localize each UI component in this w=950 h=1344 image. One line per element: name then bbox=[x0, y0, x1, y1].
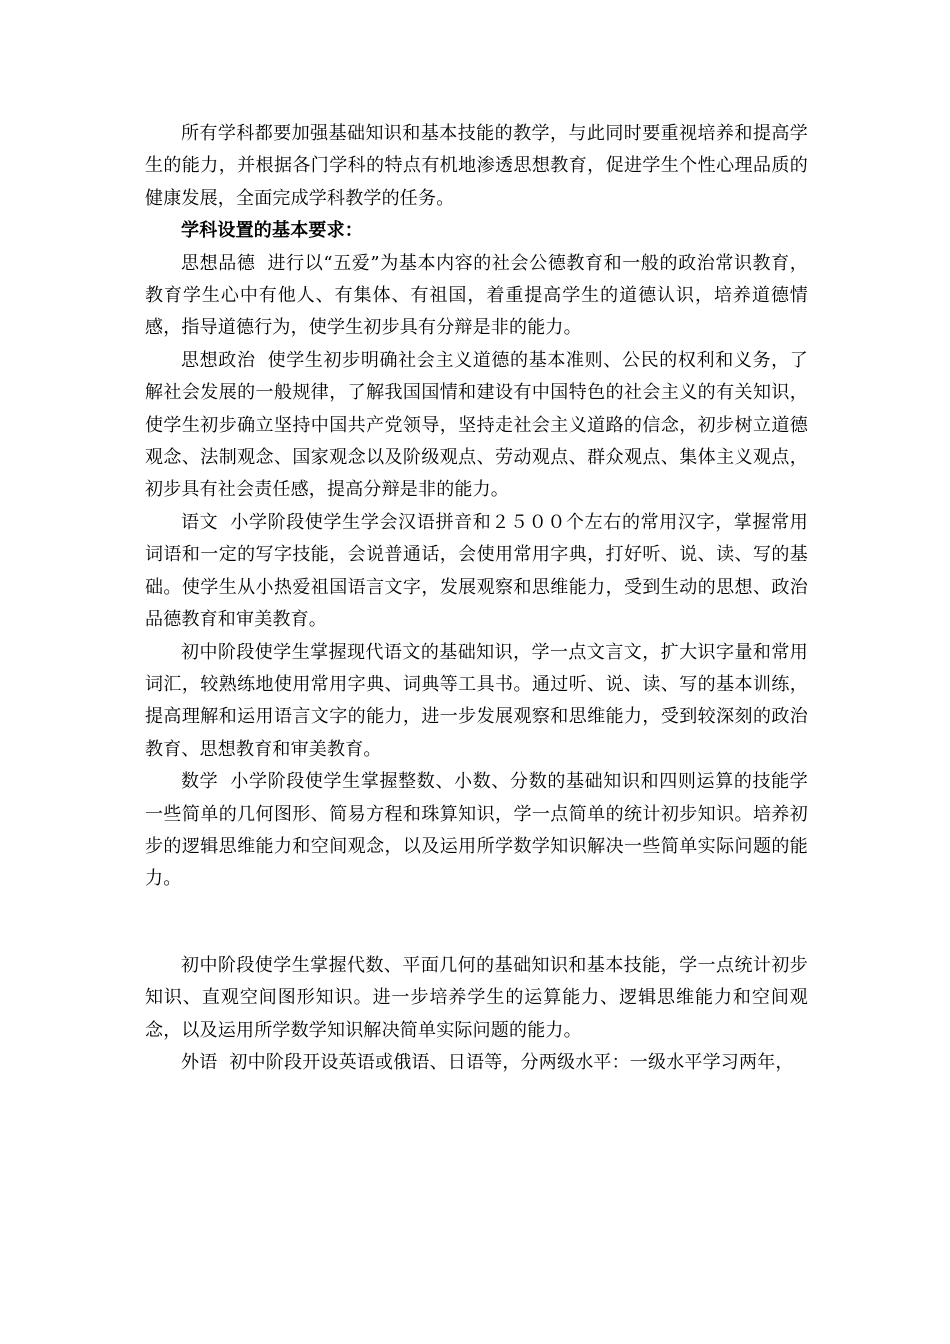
paragraph-text: 初中阶段开设英语或俄语、日语等，分两级水平：一级水平学习两年， bbox=[229, 1051, 794, 1073]
paragraph-foreign-language bbox=[145, 1047, 808, 1079]
paragraph-math-junior: 初中阶段使学生掌握代数、平面几何的基础知识和基本技能，学一点统计初步知识、直观空间图形知识。进一步培养学生的运算能力、逻辑思维能力和空间观念，以及运用所学数学知识解决简单实际问题的能力。 bbox=[145, 954, 808, 1041]
subject-label-moral-character: 思想品德 bbox=[181, 252, 256, 274]
paragraph-spacer bbox=[145, 896, 808, 950]
section-heading: 学科设置的基本要求： bbox=[181, 220, 363, 242]
paragraph-text: 小学阶段使学生学会汉语拼音和２５００个左右的常用汉字，掌握常用词语和一定的写字技能，会说普通话，会使用常用字典，打好听、说、读、写的基础。使学生从小热爱祖国语言文字，发展观察和思维能力，受到生动的思想、政治品德教育和审美教育。 bbox=[145, 511, 809, 631]
document-body bbox=[145, 118, 808, 1079]
paragraph-ideology-politics bbox=[145, 345, 808, 507]
paragraph-math-primary bbox=[145, 766, 808, 896]
paragraph-chinese-junior: 初中阶段使学生掌握现代语文的基础知识，学一点文言文，扩大识字量和常用词汇，较熟练地使用常用字典、词典等工具书。通过听、说、读、写的基本训练，提高理解和运用语言文字的能力，进一步发展观察和思维能力，受到较深刻的政治教育、思想教育和审美教育。 bbox=[145, 641, 808, 760]
subject-label-math: 数学 bbox=[181, 771, 219, 793]
paragraph-text: 使学生初步明确社会主义道德的基本准则、公民的权利和义务，了解社会发展的一般规律，了解我国国情和建设有中国特色的社会主义的有关知识，使学生初步确立坚持中国共产党领导，坚持走社会主义道路的信念，初步树立道德观念、法制观念、国家观念以及阶级观点、劳动观点、群众观点、集体主义观点，初步具有社会责任感，提高分辩是非的能力。 bbox=[145, 349, 808, 501]
subject-label-ideology-politics: 思想政治 bbox=[181, 349, 256, 371]
subject-label-chinese: 语文 bbox=[181, 511, 219, 533]
paragraph-general-requirements: 所有学科都要加强基础知识和基本技能的教学，与此同时要重视培养和提高学生的能力，并根据各门学科的特点有机地渗透思想教育，促进学生个性心理品质的健康发展，全面完成学科教学的任务。 bbox=[145, 123, 808, 209]
paragraph-chinese-primary bbox=[145, 507, 808, 637]
paragraph-moral-character bbox=[145, 248, 808, 345]
paragraph-text: 进行以“五爱”为基本内容的社会公德教育和一般的政治常识教育，教育学生心中有他人、有集体、有祖国，着重提高学生的道德认识，培养道德情感，指导道德行为，使学生初步具有分辩是非的能力。 bbox=[145, 252, 808, 339]
paragraph-text: 小学阶段使学生掌握整数、小数、分数的基础知识和四则运算的技能学一些简单的几何图形、简易方程和珠算知识，学一点简单的统计初步知识。培养初步的逻辑思维能力和空间观念，以及运用所学数学知识解决一些简单实际问题的能力。 bbox=[145, 771, 809, 890]
subject-label-foreign-language: 外语 bbox=[181, 1051, 218, 1073]
